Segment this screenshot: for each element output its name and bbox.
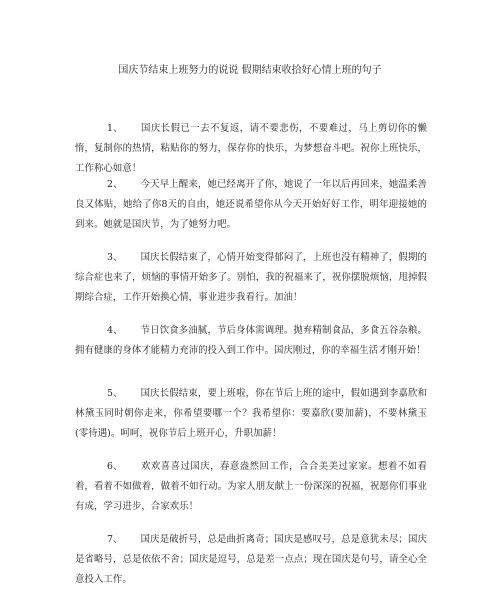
paragraph-number: 5、	[107, 388, 123, 399]
paragraph-4	[75, 321, 427, 361]
paragraph-text: 节日饮食多油腻，节后身体需调理。抛弃精制食品，多食五谷杂粮。拥有健康的身体才能精力充沛的投入到工作中。国庆刚过，你的幸福生活才刚开始！	[75, 325, 427, 356]
paragraph-text: 欢欢喜喜过国庆，春意盎然回工作，合合美美过家家。想着不如看着，看着不如做着，做着不如行动。为家人朋友献上一份深深的祝福，祝愿你们事业有成，学习进步，合家欢乐！	[75, 461, 427, 512]
paragraph-6	[75, 457, 427, 517]
paragraph-3	[75, 248, 427, 308]
paragraph-number: 2、	[107, 179, 123, 190]
paragraph-text: 国庆长假结束，要上班啦，你在节后上班的途中，假如遇到李嘉欣和林黛玉同时朝你走来，你希望要哪一个？我希望你：要嘉欣(要加薪)，不要林黛玉(零待遇)。呵呵，祝你节后上班开心，升职加薪！	[75, 388, 427, 439]
paragraph-text: 国庆长假已一去不复返，请不要悲伤，不要难过，马上剪切你的懒惰，复制你的热情，粘贴你的努力，保存你的快乐，为梦想奋斗吧。祝你上班快乐，工作称心如意！	[75, 123, 427, 174]
paragraph-number: 4、	[107, 325, 123, 336]
paragraph-1	[75, 119, 427, 179]
paragraph-text: 国庆长假结束了，心情开始变得郁闷了，上班也没有精神了，假期的综合症也来了，烦恼的事情开始多了。别怕，我的祝福来了，祝你摆脱烦恼，甩掉假期综合症，工作开始换心情，事业进步我看行。加油！	[75, 252, 427, 303]
paragraph-number: 7、	[107, 534, 123, 545]
paragraph-7	[75, 530, 427, 590]
paragraph-number: 3、	[107, 252, 123, 263]
paragraph-2	[75, 175, 427, 235]
document-title: 国庆节结束上班努力的说说 假期结束收拾好心情上班的句子	[118, 65, 382, 76]
paragraph-text: 今天早上醒来，她已经离开了你，她说了一年以后再回来，她温柔善良又体贴，她给了你8天的自由，她还说希望你从今天开始好好工作，明年迎接她的到来。她就是国庆节，为了她努力吧。	[75, 179, 427, 230]
paragraph-text: 国庆是破折号，总是曲折离奇；国庆是感叹号，总是意犹未尽；国庆是省略号，总是依依不舍；国庆是逗号，总是差一点点；现在国庆是句号，请全心全意投入工作。	[75, 534, 427, 585]
paragraph-5	[75, 384, 427, 444]
paragraph-number: 1、	[107, 123, 123, 134]
paragraph-number: 6、	[107, 461, 123, 472]
